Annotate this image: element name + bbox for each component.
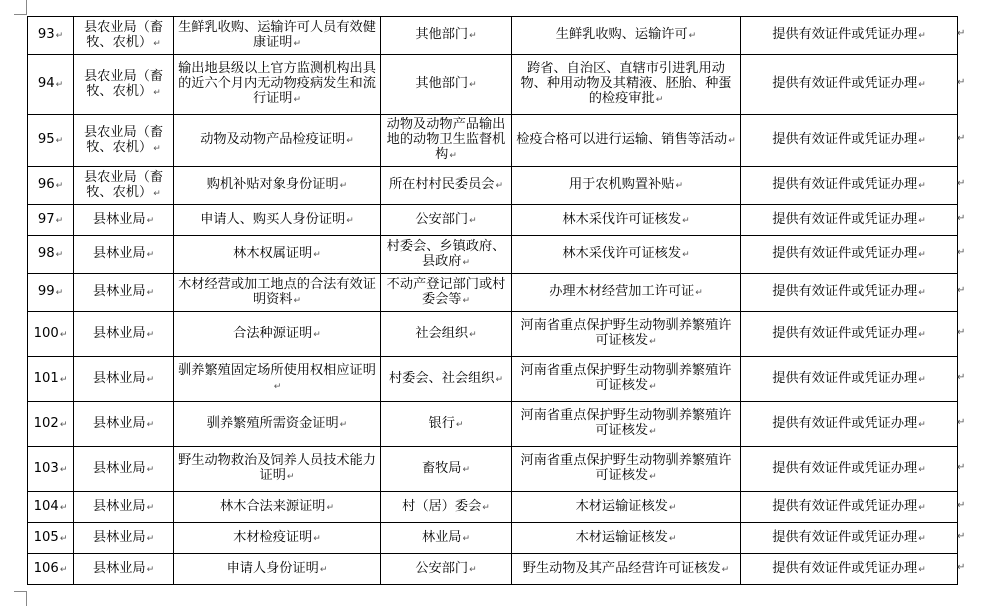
purpose-cell[interactable] <box>512 357 741 402</box>
department-cell[interactable] <box>74 55 174 115</box>
material-name-text: 驯养繁殖所需资金证明 <box>206 415 339 431</box>
row-number-text: 106 <box>33 560 59 576</box>
material-name-text: 木材经营或加工地点的合法有效证明资料 <box>178 276 376 307</box>
issuing-source-text: 村（居）委会 <box>402 498 482 514</box>
purpose-cell[interactable] <box>512 492 741 523</box>
material-name-text: 林木合法来源证明 <box>219 498 326 514</box>
row-end-mark: ↵ <box>957 247 966 258</box>
department-text: 县林业局 <box>92 284 146 299</box>
material-name-text: 野生动物救治及饲养人员技术能力证明 <box>178 453 376 483</box>
paragraph-mark: ↵ <box>153 87 161 98</box>
paragraph-mark: ↵ <box>918 419 926 430</box>
row-number-text: 94 <box>37 76 55 91</box>
department-text: 县农业局（畜牧、农机） <box>83 68 164 99</box>
paragraph-mark: ↵ <box>146 564 155 575</box>
row-end-mark: ↵ <box>957 416 966 428</box>
issuing-source-cell[interactable] <box>381 167 512 205</box>
department-cell[interactable] <box>74 205 174 236</box>
issuing-source-cell[interactable] <box>381 357 512 402</box>
paragraph-mark: ↵ <box>668 533 677 544</box>
material-name-cell[interactable] <box>174 167 381 205</box>
paragraph-mark: ↵ <box>918 374 926 385</box>
row-number-cell[interactable] <box>28 55 74 115</box>
handling-method-text: 提供有效证件或凭证办理 <box>772 284 918 299</box>
paragraph-mark: ↵ <box>918 250 926 260</box>
paragraph-mark: ↵ <box>273 382 282 392</box>
material-name-cell[interactable] <box>174 115 381 167</box>
department-text: 县林业局 <box>92 529 146 545</box>
paragraph-mark: ↵ <box>918 136 926 146</box>
paragraph-mark: ↵ <box>319 564 328 575</box>
row-end-mark: ↵ <box>957 530 966 542</box>
table-row <box>28 492 958 523</box>
row-number-cell[interactable] <box>28 236 74 274</box>
handling-method-cell[interactable] <box>741 312 958 357</box>
table-row <box>28 236 958 274</box>
purpose-text: 河南省重点保护野生动物驯养繁殖许可证核发 <box>520 318 732 348</box>
paragraph-mark: ↵ <box>146 250 155 260</box>
paragraph-mark: ↵ <box>462 533 471 544</box>
department-text: 县林业局 <box>92 560 146 576</box>
paragraph-mark: ↵ <box>59 502 68 513</box>
issuing-source-text: 村委会、社会组织 <box>388 370 495 386</box>
department-cell[interactable] <box>74 402 174 447</box>
paragraph-mark: ↵ <box>918 181 926 191</box>
handling-method-text: 提供有效证件或凭证办理 <box>772 211 918 227</box>
paragraph-mark: ↵ <box>146 502 155 513</box>
table-row <box>28 312 958 357</box>
department-text: 县林业局 <box>92 498 146 514</box>
paragraph-mark: ↵ <box>146 215 155 226</box>
purpose-text: 林木采伐许可证核发 <box>562 211 682 227</box>
table-row <box>28 205 958 236</box>
paragraph-mark: ↵ <box>153 188 161 199</box>
row-end-mark: ↵ <box>957 371 966 383</box>
handling-method-cell[interactable] <box>741 115 958 167</box>
paragraph-mark: ↵ <box>326 502 335 513</box>
handling-method-text: 提供有效证件或凭证办理 <box>772 76 918 91</box>
table-row <box>28 357 958 402</box>
material-name-cell[interactable] <box>174 357 381 402</box>
paragraph-mark: ↵ <box>695 288 703 298</box>
paragraph-mark: ↵ <box>469 215 477 226</box>
department-cell[interactable] <box>74 167 174 205</box>
issuing-source-text: 社会组织 <box>415 325 469 341</box>
row-number-text: 101 <box>33 370 59 386</box>
paragraph-mark: ↵ <box>293 38 302 49</box>
row-number-text: 103 <box>33 460 59 476</box>
paragraph-mark: ↵ <box>682 215 690 226</box>
department-text: 县农业局（畜牧、农机） <box>83 124 164 155</box>
issuing-source-cell[interactable] <box>381 402 512 447</box>
issuing-source-text: 畜牧局 <box>421 460 462 476</box>
paragraph-mark: ↵ <box>55 288 64 298</box>
department-cell[interactable] <box>74 492 174 523</box>
row-number-cell[interactable] <box>28 205 74 236</box>
issuing-source-text: 林业局 <box>421 529 462 545</box>
handling-method-text: 提供有效证件或凭证办理 <box>772 132 918 147</box>
paragraph-mark: ↵ <box>313 250 321 260</box>
purpose-text: 野生动物及其产品经营许可证核发 <box>522 560 721 576</box>
issuing-source-cell[interactable] <box>381 492 512 523</box>
paragraph-mark: ↵ <box>55 250 64 260</box>
handling-method-text: 提供有效证件或凭证办理 <box>772 370 918 386</box>
department-cell[interactable] <box>74 236 174 274</box>
paragraph-mark: ↵ <box>55 181 64 191</box>
purpose-cell[interactable] <box>512 554 741 585</box>
paragraph-mark: ↵ <box>918 215 926 226</box>
paragraph-mark: ↵ <box>293 295 302 306</box>
row-end-mark: ↵ <box>957 461 966 473</box>
purpose-text: 河南省重点保护野生动物驯养繁殖许可证核发 <box>520 408 732 438</box>
paragraph-mark: ↵ <box>146 329 155 340</box>
paragraph-mark: ↵ <box>469 564 477 575</box>
row-number-text: 104 <box>33 498 59 514</box>
paragraph-mark: ↵ <box>462 295 471 306</box>
department-cell[interactable] <box>74 312 174 357</box>
paragraph-mark: ↵ <box>153 38 161 49</box>
department-cell[interactable] <box>74 274 174 312</box>
handling-method-text: 提供有效证件或凭证办理 <box>772 498 918 514</box>
row-number-text: 98 <box>37 246 55 261</box>
paragraph-mark: ↵ <box>346 136 354 146</box>
issuing-source-cell[interactable] <box>381 312 512 357</box>
paragraph-mark: ↵ <box>918 464 926 475</box>
material-name-cell[interactable] <box>174 402 381 447</box>
department-cell[interactable] <box>74 17 174 55</box>
row-number-cell[interactable] <box>28 402 74 447</box>
paragraph-mark: ↵ <box>55 31 64 41</box>
paragraph-mark: ↵ <box>59 329 68 340</box>
row-end-mark: ↵ <box>957 178 966 189</box>
paragraph-mark: ↵ <box>495 181 504 191</box>
purpose-text: 林木采伐许可证核发 <box>562 246 682 261</box>
row-end-mark: ↵ <box>957 326 966 338</box>
handling-method-cell[interactable] <box>741 167 958 205</box>
paragraph-mark: ↵ <box>59 374 68 385</box>
paragraph-mark: ↵ <box>495 374 504 385</box>
handling-method-cell[interactable] <box>741 492 958 523</box>
purpose-text: 检疫合格可以进行运输、销售等活动 <box>516 132 728 147</box>
material-name-text: 动物及动物产品检疫证明 <box>200 132 346 147</box>
table-row <box>28 523 958 554</box>
handling-method-text: 提供有效证件或凭证办理 <box>772 415 918 431</box>
material-name-cell[interactable] <box>174 523 381 554</box>
department-text: 县林业局 <box>92 246 146 261</box>
paragraph-mark: ↵ <box>675 181 684 191</box>
handling-method-text: 提供有效证件或凭证办理 <box>772 177 918 192</box>
material-name-text: 合法种源证明 <box>233 325 313 341</box>
paragraph-mark: ↵ <box>59 564 68 575</box>
purpose-cell[interactable] <box>512 236 741 274</box>
row-number-cell[interactable] <box>28 17 74 55</box>
table-row <box>28 55 958 115</box>
table-row <box>28 17 958 55</box>
purpose-cell[interactable] <box>512 55 741 115</box>
issuing-source-text: 公安部门 <box>415 211 469 227</box>
issuing-source-cell[interactable] <box>381 554 512 585</box>
department-cell[interactable] <box>74 554 174 585</box>
paragraph-mark: ↵ <box>649 472 657 482</box>
department-cell[interactable] <box>74 523 174 554</box>
department-text: 县林业局 <box>92 460 146 476</box>
department-text: 县农业局（畜牧、农机） <box>83 19 164 50</box>
paragraph-mark: ↵ <box>482 502 490 513</box>
paragraph-mark: ↵ <box>649 382 657 392</box>
issuing-source-text: 公安部门 <box>415 560 469 576</box>
department-cell[interactable] <box>74 115 174 167</box>
row-number-cell[interactable] <box>28 554 74 585</box>
paragraph-mark: ↵ <box>682 250 690 260</box>
material-name-text: 驯养繁殖固定场所使用权相应证明 <box>178 363 376 378</box>
issuing-source-cell[interactable] <box>381 447 512 492</box>
paragraph-mark: ↵ <box>728 136 736 146</box>
row-end-mark: ↵ <box>957 133 966 144</box>
paragraph-mark: ↵ <box>918 564 926 575</box>
row-number-text: 97 <box>37 211 55 227</box>
table-row <box>28 115 958 167</box>
table-row <box>28 402 958 447</box>
purpose-cell[interactable] <box>512 523 741 554</box>
paragraph-mark: ↵ <box>918 502 926 513</box>
row-number-text: 102 <box>33 415 59 431</box>
paragraph-mark: ↵ <box>146 288 155 298</box>
department-cell[interactable] <box>74 447 174 492</box>
paragraph-mark: ↵ <box>918 31 926 41</box>
row-number-cell[interactable] <box>28 167 74 205</box>
purpose-text: 河南省重点保护野生动物驯养繁殖许可证核发 <box>520 453 732 483</box>
handling-method-text: 提供有效证件或凭证办理 <box>772 246 918 261</box>
paragraph-mark: ↵ <box>59 533 68 544</box>
paragraph-mark: ↵ <box>449 151 457 161</box>
crop-mark-bottom-left <box>14 591 27 606</box>
row-number-text: 99 <box>37 284 55 299</box>
row-number-text: 95 <box>37 132 55 147</box>
material-name-cell[interactable] <box>174 554 381 585</box>
paragraph-mark: ↵ <box>339 181 348 191</box>
purpose-cell[interactable] <box>512 167 741 205</box>
issuing-source-text: 其他部门 <box>415 76 469 91</box>
purpose-cell[interactable] <box>512 402 741 447</box>
paragraph-mark: ↵ <box>918 329 926 340</box>
purpose-cell[interactable] <box>512 447 741 492</box>
table-row <box>28 447 958 492</box>
paragraph-mark: ↵ <box>313 533 321 544</box>
paragraph-mark: ↵ <box>59 419 68 430</box>
issuing-source-text: 所在村村民委员会 <box>388 177 495 192</box>
department-cell[interactable] <box>74 357 174 402</box>
material-name-text: 输出地县级以上官方监测机构出具的近六个月内无动物疫病发生和流行证明 <box>178 61 376 106</box>
handling-method-text: 提供有效证件或凭证办理 <box>772 460 918 476</box>
department-text: 县林业局 <box>92 211 146 227</box>
handling-method-cell[interactable] <box>741 236 958 274</box>
handling-method-cell[interactable] <box>741 554 958 585</box>
row-end-mark: ↵ <box>957 561 966 573</box>
row-end-mark: ↵ <box>957 77 966 88</box>
table-body <box>28 17 958 585</box>
handling-method-cell[interactable] <box>741 17 958 55</box>
paragraph-mark: ↵ <box>721 564 730 575</box>
purpose-cell[interactable] <box>512 312 741 357</box>
paragraph-mark: ↵ <box>286 472 295 482</box>
paragraph-mark: ↵ <box>146 533 155 544</box>
paragraph-mark: ↵ <box>313 329 321 340</box>
material-name-cell[interactable] <box>174 492 381 523</box>
issuing-source-text: 动物及动物产品输出地的动物卫生监督机构 <box>386 117 506 162</box>
paragraph-mark: ↵ <box>146 464 155 475</box>
handling-method-cell[interactable] <box>741 274 958 312</box>
purpose-text: 生鲜乳收购、运输许可 <box>555 27 688 42</box>
paragraph-mark: ↵ <box>293 95 302 105</box>
material-name-cell[interactable] <box>174 205 381 236</box>
purpose-text: 办理木材经营加工许可证 <box>549 284 695 299</box>
material-name-cell[interactable] <box>174 55 381 115</box>
crop-mark-top-left <box>14 0 27 15</box>
department-text: 县林业局 <box>92 415 146 431</box>
row-number-cell[interactable] <box>28 274 74 312</box>
department-text: 县林业局 <box>92 370 146 386</box>
paragraph-mark: ↵ <box>146 419 155 430</box>
paragraph-mark: ↵ <box>918 288 926 298</box>
paragraph-mark: ↵ <box>649 337 657 347</box>
purpose-text: 跨省、自治区、直辖市引进乳用动物、种用动物及其精液、胚胎、种蛋的检疫审批 <box>520 61 732 106</box>
materials-table <box>27 16 958 585</box>
paragraph-mark: ↵ <box>469 329 477 340</box>
material-name-text: 林木权属证明 <box>233 246 313 261</box>
table-row <box>28 274 958 312</box>
issuing-source-cell[interactable] <box>381 523 512 554</box>
row-end-mark: ↵ <box>957 499 966 511</box>
issuing-source-cell[interactable] <box>381 55 512 115</box>
issuing-source-cell[interactable] <box>381 274 512 312</box>
purpose-text: 木材运输证核发 <box>575 529 668 545</box>
row-number-text: 105 <box>33 529 59 545</box>
row-end-mark: ↵ <box>957 28 966 39</box>
purpose-text: 木材运输证核发 <box>575 498 668 514</box>
material-name-text: 木材检疫证明 <box>233 529 313 545</box>
row-number-cell[interactable] <box>28 115 74 167</box>
row-number-text: 96 <box>37 177 55 192</box>
handling-method-cell[interactable] <box>741 523 958 554</box>
paragraph-mark: ↵ <box>918 80 926 90</box>
paragraph-mark: ↵ <box>55 80 64 90</box>
handling-method-text: 提供有效证件或凭证办理 <box>772 560 918 576</box>
handling-method-cell[interactable] <box>741 55 958 115</box>
department-text: 县农业局（畜牧、农机） <box>83 169 164 200</box>
handling-method-cell[interactable] <box>741 402 958 447</box>
purpose-text: 用于农机购置补贴 <box>568 177 675 192</box>
material-name-cell[interactable] <box>174 274 381 312</box>
purpose-cell[interactable] <box>512 115 741 167</box>
handling-method-cell[interactable] <box>741 447 958 492</box>
purpose-cell[interactable] <box>512 205 741 236</box>
material-name-text: 生鲜乳收购、运输许可人员有效健康证明 <box>178 19 376 50</box>
row-number-text: 93 <box>37 27 55 42</box>
department-text: 县林业局 <box>92 325 146 341</box>
row-end-mark: ↵ <box>957 212 966 224</box>
material-name-cell[interactable] <box>174 447 381 492</box>
paragraph-mark: ↵ <box>153 143 161 154</box>
material-name-text: 申请人、购买人身份证明 <box>200 211 346 227</box>
handling-method-cell[interactable] <box>741 357 958 402</box>
issuing-source-cell[interactable] <box>381 115 512 167</box>
material-name-cell[interactable] <box>174 17 381 55</box>
table-row <box>28 554 958 585</box>
issuing-source-cell[interactable] <box>381 17 512 55</box>
row-number-cell[interactable] <box>28 492 74 523</box>
row-number-cell[interactable] <box>28 523 74 554</box>
paragraph-mark: ↵ <box>59 464 68 475</box>
material-name-text: 购机补贴对象身份证明 <box>206 177 339 192</box>
paragraph-mark: ↵ <box>649 427 657 437</box>
paragraph-mark: ↵ <box>55 136 64 146</box>
purpose-cell[interactable] <box>512 274 741 312</box>
table-row <box>28 167 958 205</box>
handling-method-text: 提供有效证件或凭证办理 <box>772 325 918 341</box>
paragraph-mark: ↵ <box>462 257 471 268</box>
paragraph-mark: ↵ <box>146 374 155 385</box>
row-number-cell[interactable] <box>28 357 74 402</box>
paragraph-mark: ↵ <box>469 31 477 41</box>
paragraph-mark: ↵ <box>339 419 348 430</box>
issuing-source-cell[interactable] <box>381 205 512 236</box>
handling-method-cell[interactable] <box>741 205 958 236</box>
issuing-source-text: 村委会、乡镇政府、县政府 <box>386 238 506 269</box>
paragraph-mark: ↵ <box>655 95 664 105</box>
paragraph-mark: ↵ <box>455 419 464 430</box>
paragraph-mark: ↵ <box>668 502 677 513</box>
row-number-text: 100 <box>33 325 59 341</box>
handling-method-text: 提供有效证件或凭证办理 <box>772 27 918 42</box>
row-number-cell[interactable] <box>28 447 74 492</box>
paragraph-mark: ↵ <box>918 533 926 544</box>
issuing-source-text: 银行 <box>428 415 455 431</box>
material-name-cell[interactable] <box>174 312 381 357</box>
material-name-cell[interactable] <box>174 236 381 274</box>
paragraph-mark: ↵ <box>462 464 471 475</box>
issuing-source-cell[interactable] <box>381 236 512 274</box>
paragraph-mark: ↵ <box>469 80 477 90</box>
issuing-source-text: 其他部门 <box>415 27 469 42</box>
issuing-source-text: 不动产登记部门或村委会等 <box>386 276 506 307</box>
purpose-cell[interactable] <box>512 17 741 55</box>
paragraph-mark: ↵ <box>688 31 697 41</box>
row-number-cell[interactable] <box>28 312 74 357</box>
handling-method-text: 提供有效证件或凭证办理 <box>772 529 918 545</box>
paragraph-mark: ↵ <box>55 215 64 226</box>
paragraph-mark: ↵ <box>346 215 354 226</box>
material-name-text: 申请人身份证明 <box>226 560 319 576</box>
row-end-mark: ↵ <box>957 285 966 296</box>
purpose-text: 河南省重点保护野生动物驯养繁殖许可证核发 <box>520 363 732 393</box>
